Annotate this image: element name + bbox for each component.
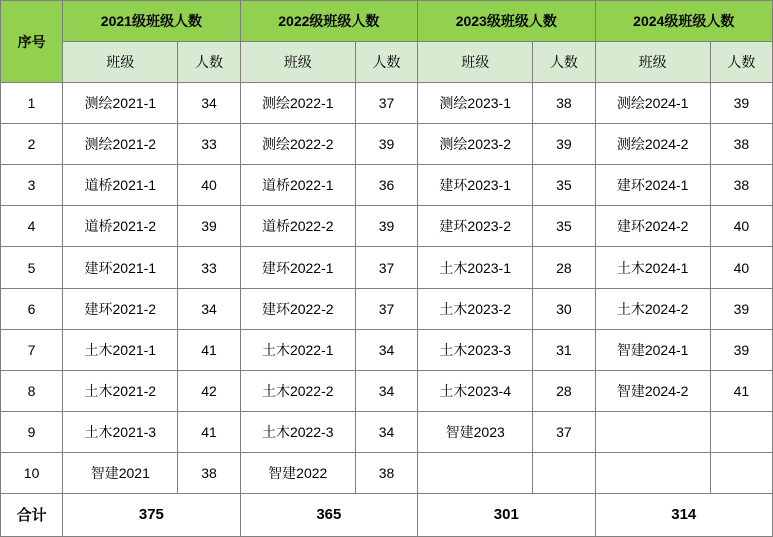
- table-row: [1, 247, 773, 288]
- table-row: [1, 288, 773, 329]
- cell-class: 土木2022-3: [240, 411, 355, 452]
- total-2024: 314: [595, 493, 772, 536]
- cell-count: 40: [710, 206, 772, 247]
- cell-class: 土木2021-2: [63, 370, 178, 411]
- cell-class: 土木2023-3: [418, 329, 533, 370]
- cell-count: 38: [178, 452, 240, 493]
- cell-count: 39: [710, 288, 772, 329]
- cell-count: 34: [355, 411, 417, 452]
- cell-count: 35: [533, 165, 595, 206]
- cell-count: 39: [178, 206, 240, 247]
- header-group-2024: 2024级班级人数: [595, 1, 772, 42]
- cell-class: 建环2022-2: [240, 288, 355, 329]
- cell-seq: 4: [1, 206, 63, 247]
- table-row: [1, 452, 773, 493]
- cell-seq: 9: [1, 411, 63, 452]
- table-row: [1, 165, 773, 206]
- cell-count: 37: [355, 83, 417, 124]
- cell-count: 40: [710, 247, 772, 288]
- cell-class: 土木2023-4: [418, 370, 533, 411]
- cell-count: 37: [533, 411, 595, 452]
- table-row: [1, 124, 773, 165]
- cell-class-empty: [595, 411, 710, 452]
- table-row: [1, 83, 773, 124]
- header-class-2021: 班级: [63, 42, 178, 83]
- cell-count: 37: [355, 247, 417, 288]
- cell-seq: 2: [1, 124, 63, 165]
- header-count-2024: 人数: [710, 42, 772, 83]
- header-count-2022: 人数: [355, 42, 417, 83]
- cell-seq: 8: [1, 370, 63, 411]
- cell-class: 测绘2021-2: [63, 124, 178, 165]
- cell-class: 建环2023-1: [418, 165, 533, 206]
- total-row: [1, 493, 773, 536]
- header-count-2021: 人数: [178, 42, 240, 83]
- header-row-subs: [1, 42, 773, 83]
- cell-class: 土木2022-2: [240, 370, 355, 411]
- cell-seq: 5: [1, 247, 63, 288]
- cell-class-empty: [418, 452, 533, 493]
- cell-count: 39: [355, 206, 417, 247]
- cell-class: 土木2022-1: [240, 329, 355, 370]
- total-2022: 365: [240, 493, 417, 536]
- cell-count: 34: [178, 288, 240, 329]
- total-2023: 301: [418, 493, 595, 536]
- cell-count-empty: [533, 452, 595, 493]
- cell-count: 33: [178, 124, 240, 165]
- cell-count: 39: [533, 124, 595, 165]
- cell-class: 建环2023-2: [418, 206, 533, 247]
- total-2021: 375: [63, 493, 240, 536]
- cell-count: 38: [710, 124, 772, 165]
- table-row: [1, 206, 773, 247]
- cell-count: 39: [355, 124, 417, 165]
- cell-count: 41: [178, 411, 240, 452]
- cell-count: 36: [355, 165, 417, 206]
- cell-class: 测绘2023-2: [418, 124, 533, 165]
- cell-class: 测绘2024-2: [595, 124, 710, 165]
- table-row: [1, 329, 773, 370]
- cell-class: 道桥2022-1: [240, 165, 355, 206]
- header-group-2022: 2022级班级人数: [240, 1, 417, 42]
- cell-count: 41: [710, 370, 772, 411]
- cell-class: 测绘2022-1: [240, 83, 355, 124]
- cell-class: 智建2022: [240, 452, 355, 493]
- cell-class: 测绘2024-1: [595, 83, 710, 124]
- cell-count: 34: [355, 329, 417, 370]
- cell-count: 42: [178, 370, 240, 411]
- cell-count: 39: [710, 83, 772, 124]
- cell-count: 34: [178, 83, 240, 124]
- header-class-2023: 班级: [418, 42, 533, 83]
- table-row: [1, 411, 773, 452]
- cell-seq: 6: [1, 288, 63, 329]
- cell-count: 40: [178, 165, 240, 206]
- cell-count: 38: [710, 165, 772, 206]
- cell-class: 土木2021-1: [63, 329, 178, 370]
- cell-class: 测绘2022-2: [240, 124, 355, 165]
- cell-class: 建环2024-1: [595, 165, 710, 206]
- cell-class: 道桥2021-1: [63, 165, 178, 206]
- cell-class: 土木2024-1: [595, 247, 710, 288]
- cell-class: 智建2021: [63, 452, 178, 493]
- cell-class: 智建2023: [418, 411, 533, 452]
- cell-count: 31: [533, 329, 595, 370]
- cell-class: 土木2024-2: [595, 288, 710, 329]
- cell-count: 41: [178, 329, 240, 370]
- cell-class: 土木2023-1: [418, 247, 533, 288]
- cell-count: 35: [533, 206, 595, 247]
- cell-class: 智建2024-2: [595, 370, 710, 411]
- cell-class: 土木2023-2: [418, 288, 533, 329]
- cell-class: 测绘2023-1: [418, 83, 533, 124]
- header-seq: 序号: [1, 1, 63, 83]
- cell-class: 建环2024-2: [595, 206, 710, 247]
- cell-seq: 10: [1, 452, 63, 493]
- cell-class: 道桥2022-2: [240, 206, 355, 247]
- cell-class: 测绘2021-1: [63, 83, 178, 124]
- cell-count: 39: [710, 329, 772, 370]
- cell-count: 30: [533, 288, 595, 329]
- cell-seq: 7: [1, 329, 63, 370]
- cell-seq: 3: [1, 165, 63, 206]
- cell-count-empty: [710, 411, 772, 452]
- cell-class: 建环2021-2: [63, 288, 178, 329]
- header-class-2022: 班级: [240, 42, 355, 83]
- cell-count: 38: [533, 83, 595, 124]
- cell-count: 34: [355, 370, 417, 411]
- header-count-2023: 人数: [533, 42, 595, 83]
- cell-count: 38: [355, 452, 417, 493]
- cell-count-empty: [710, 452, 772, 493]
- cell-count: 28: [533, 370, 595, 411]
- header-row-groups: [1, 1, 773, 42]
- cell-class: 建环2021-1: [63, 247, 178, 288]
- total-label: 合计: [1, 493, 63, 536]
- cell-count: 28: [533, 247, 595, 288]
- cell-class-empty: [595, 452, 710, 493]
- header-class-2024: 班级: [595, 42, 710, 83]
- cell-seq: 1: [1, 83, 63, 124]
- cell-count: 37: [355, 288, 417, 329]
- cell-class: 智建2024-1: [595, 329, 710, 370]
- cell-class: 土木2021-3: [63, 411, 178, 452]
- cell-class: 道桥2021-2: [63, 206, 178, 247]
- header-group-2021: 2021级班级人数: [63, 1, 240, 42]
- cell-count: 33: [178, 247, 240, 288]
- table-row: [1, 370, 773, 411]
- cell-class: 建环2022-1: [240, 247, 355, 288]
- header-group-2023: 2023级班级人数: [418, 1, 595, 42]
